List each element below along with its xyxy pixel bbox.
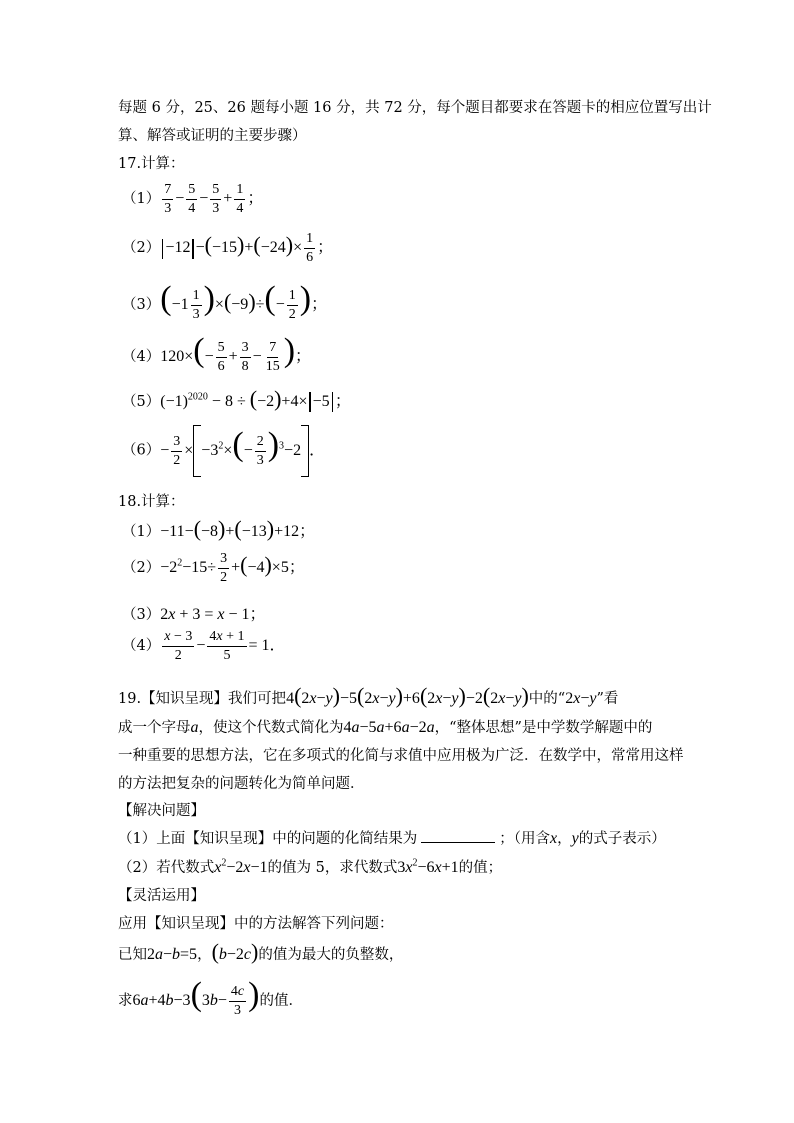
apply-instruction: 应用【知识呈现】中的方法解答下列问题： — [118, 916, 394, 932]
q17-item-5 — [122, 388, 351, 412]
item-label: （4） — [122, 349, 161, 365]
item-label: （1） — [122, 191, 161, 208]
text: 的值． — [259, 993, 303, 1009]
formula: $\frac{x - 3}{2}$ − $\frac{4x + 1}{5}$ = 1． — [164, 629, 286, 663]
q17-item-3 — [122, 282, 327, 322]
q17-item-4 — [122, 334, 311, 374]
text: ， — [557, 831, 572, 847]
q17-item-2 — [122, 232, 333, 265]
formula: $-2^2-15\div$ $\frac{3}{2}$ +(−4)×5； — [160, 551, 305, 585]
q17-item-6 — [122, 425, 325, 477]
formula: 6a+4b−3(3b− $\frac{4c}{3}$ ) — [132, 976, 260, 1018]
formula: 2x−y — [565, 690, 597, 707]
question-18-title: 18.计算： — [118, 494, 185, 510]
text: 中的“ — [528, 691, 566, 707]
text: 的值为 5，求代数式 — [267, 860, 398, 876]
q19-sub-1 — [118, 827, 666, 848]
apply-section-title: 【灵活运用】 — [118, 888, 205, 904]
text: 的式子表示） — [578, 831, 666, 847]
item-label: （3） — [122, 297, 161, 313]
item-label: （6） — [122, 442, 161, 459]
item-label: （1） — [122, 524, 161, 540]
formula: −11−(−8)+(−13)+12； — [160, 516, 316, 541]
text: （1）上面【知识呈现】中的问题的化简结果为 — [118, 831, 418, 847]
formula: (b−2c) — [211, 939, 259, 964]
formula: $3x^2-6x+1$ — [397, 857, 459, 876]
item-label: （2） — [122, 240, 161, 257]
text: 19.【知识呈现】我们可把 — [118, 691, 287, 707]
text: ，“整体思想”是中学数学解题中的 — [434, 720, 653, 736]
text: ”看 — [596, 691, 619, 707]
formula: y — [571, 830, 579, 847]
question-17-title: 17.计算： — [118, 156, 185, 172]
q18-item-3 — [122, 601, 266, 624]
intro-line-1: 每题 6 分，25、26 题每小题 16 分，共 72 分，每个题目都要求在答题卡的相应位置写出计 — [118, 100, 712, 116]
formula: 4a−5a+6a−2a — [343, 719, 435, 736]
item-label: （2） — [122, 560, 161, 577]
q19-paragraph-line-3: 一种重要的思想方法，它在多项式的化简与求值中应用极为广泛．在数学中，常常用这样 — [118, 748, 684, 764]
formula: $x^2-2x-1$ — [214, 857, 268, 876]
answer-blank[interactable] — [421, 842, 495, 843]
q19-paragraph-line-2 — [118, 716, 652, 737]
intro-line-2: 算、解答或证明的主要步骤） — [118, 128, 307, 144]
q17-item-1 — [122, 183, 263, 216]
text: ；（用含 — [499, 831, 550, 847]
formula: a — [190, 719, 199, 736]
item-label: （5） — [122, 394, 161, 410]
formula: (−1 $\frac{1}{3}$ )×(−9)÷(− $\frac{1}{2}$ )； — [160, 280, 328, 322]
item-label: （3） — [122, 607, 161, 623]
formula: $\frac{7}{3}$ − $\frac{5}{4}$ − $\frac{5}{3}$ + $\frac{1}{4}$ ； — [164, 182, 264, 216]
text: ，使这个代数式简化为 — [198, 720, 344, 736]
text: 已知 — [118, 947, 147, 963]
known-condition — [118, 941, 403, 964]
formula: x — [549, 830, 558, 847]
formula: $(-1)^{2020} - 8 \div (-2)+4\times -5$ ； — [160, 386, 351, 411]
text: 的值； — [458, 860, 503, 876]
formula: 2a−b=5 — [147, 946, 198, 963]
q18-item-2 — [122, 552, 305, 585]
text: ， — [197, 947, 212, 963]
formula: 120×(− $\frac{5}{6}$ + $\frac{3}{8}$ − $\frac{7}{15}$ )； — [160, 332, 312, 374]
text: （2）若代数式 — [118, 860, 215, 876]
formula: −12 −(−15)+(−24)× $\frac{1}{6}$ ； — [160, 239, 333, 256]
q18-item-4 — [122, 630, 286, 663]
formula: 2x + 3 = x − 1； — [160, 606, 266, 623]
text: 的值为最大的负整数， — [258, 947, 404, 963]
formula: − $\frac{3}{2}$ × $-3^2\times(-$ $\frac{2}{3}$ )$^3$−2 ． — [160, 442, 325, 459]
q18-item-1 — [122, 518, 315, 541]
q19-sub-2 — [118, 856, 502, 877]
q19-paragraph-line-4: 的方法把复杂的问题转化为简单问题． — [118, 776, 365, 792]
formula: 4(2x−y)−5(2x−y)+6(2x−y)−2(2x−y) — [286, 683, 529, 708]
item-label: （4） — [122, 638, 161, 655]
ask-expression — [118, 978, 303, 1018]
solve-section-title: 【解决问题】 — [118, 803, 205, 819]
q19-paragraph-line-1 — [118, 685, 618, 708]
text: 求 — [118, 993, 133, 1009]
text: 成一个字母 — [118, 720, 191, 736]
